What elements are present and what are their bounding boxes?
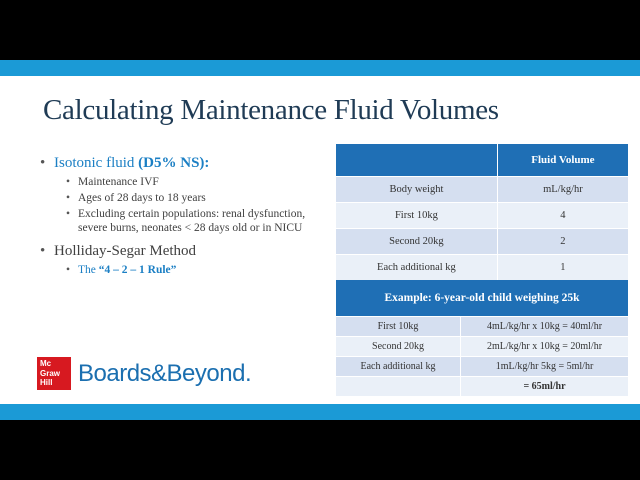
bullet-list [40, 155, 320, 279]
fluid-volume-table [336, 144, 628, 280]
table-cell-label [336, 377, 461, 397]
table-cell-label: Each additional kg [336, 357, 461, 377]
table-cell-value: mL/kg/hr [497, 177, 628, 203]
table-cell-label: First 10kg [336, 317, 461, 337]
table-cell-value: 4 [497, 203, 628, 229]
sub-bullet-rule-text: The [78, 264, 99, 276]
table-row [336, 177, 628, 203]
sub-bullet-maintenance: • Maintenance IVF [78, 175, 320, 189]
table-cell-label: Body weight [336, 177, 497, 203]
example-table [336, 280, 628, 396]
mcgraw-hill-logo [37, 357, 71, 390]
logo-line: Mc [40, 359, 52, 368]
table-header-left [336, 144, 497, 177]
table-row [336, 317, 628, 337]
table-header-row [336, 144, 628, 177]
table-cell-value: 1 [497, 255, 628, 281]
table-row [336, 337, 628, 357]
sub-bullet-ages: • Ages of 28 days to 18 years [78, 191, 320, 205]
table-header-fluid-volume: Fluid Volume [497, 144, 628, 177]
boards-beyond-logo: Boards&Beyond. [78, 359, 252, 387]
sub-bullet-rule [78, 263, 320, 277]
table-cell-label: Each additional kg [336, 255, 497, 281]
sub-bullet-excluding: • Excluding certain populations: renal dysfunction, severe burns, neonates < 28 days old or in NICU [78, 207, 320, 235]
logo-line: Hill [40, 378, 53, 387]
table-row [336, 229, 628, 255]
table-cell-label: Second 20kg [336, 229, 497, 255]
sub-bullet-rule-bold: “4 – 2 – 1 Rule” [98, 264, 177, 276]
logo-area [37, 357, 251, 390]
bullet-holliday: • Holliday-Segar Method [40, 243, 320, 260]
bullet-isotonic [40, 155, 320, 172]
table-row [336, 357, 628, 377]
table-row [336, 203, 628, 229]
example-header-row [336, 280, 628, 317]
table-cell-value: 2 [497, 229, 628, 255]
table-row [336, 377, 628, 397]
table-cell-value: 2mL/kg/hr x 10kg = 20ml/hr [461, 337, 629, 357]
bullet-isotonic-bold: (D5% NS): [138, 155, 210, 171]
table-cell-label: Second 20kg [336, 337, 461, 357]
slide [0, 60, 640, 420]
bottom-accent-bar [0, 404, 640, 420]
top-accent-bar [0, 60, 640, 76]
bullet-isotonic-text: Isotonic fluid [54, 155, 139, 171]
table-row [336, 255, 628, 281]
table-cell-value: 1mL/kg/hr 5kg = 5ml/hr [461, 357, 629, 377]
table-cell-label: First 10kg [336, 203, 497, 229]
example-header: Example: 6-year-old child weighing 25k [336, 280, 628, 317]
logo-line: Graw [40, 368, 61, 378]
slide-title: Calculating Maintenance Fluid Volumes [43, 94, 499, 126]
table-cell-value: 4mL/kg/hr x 10kg = 40ml/hr [461, 317, 629, 337]
table-cell-total: = 65ml/hr [461, 377, 629, 397]
